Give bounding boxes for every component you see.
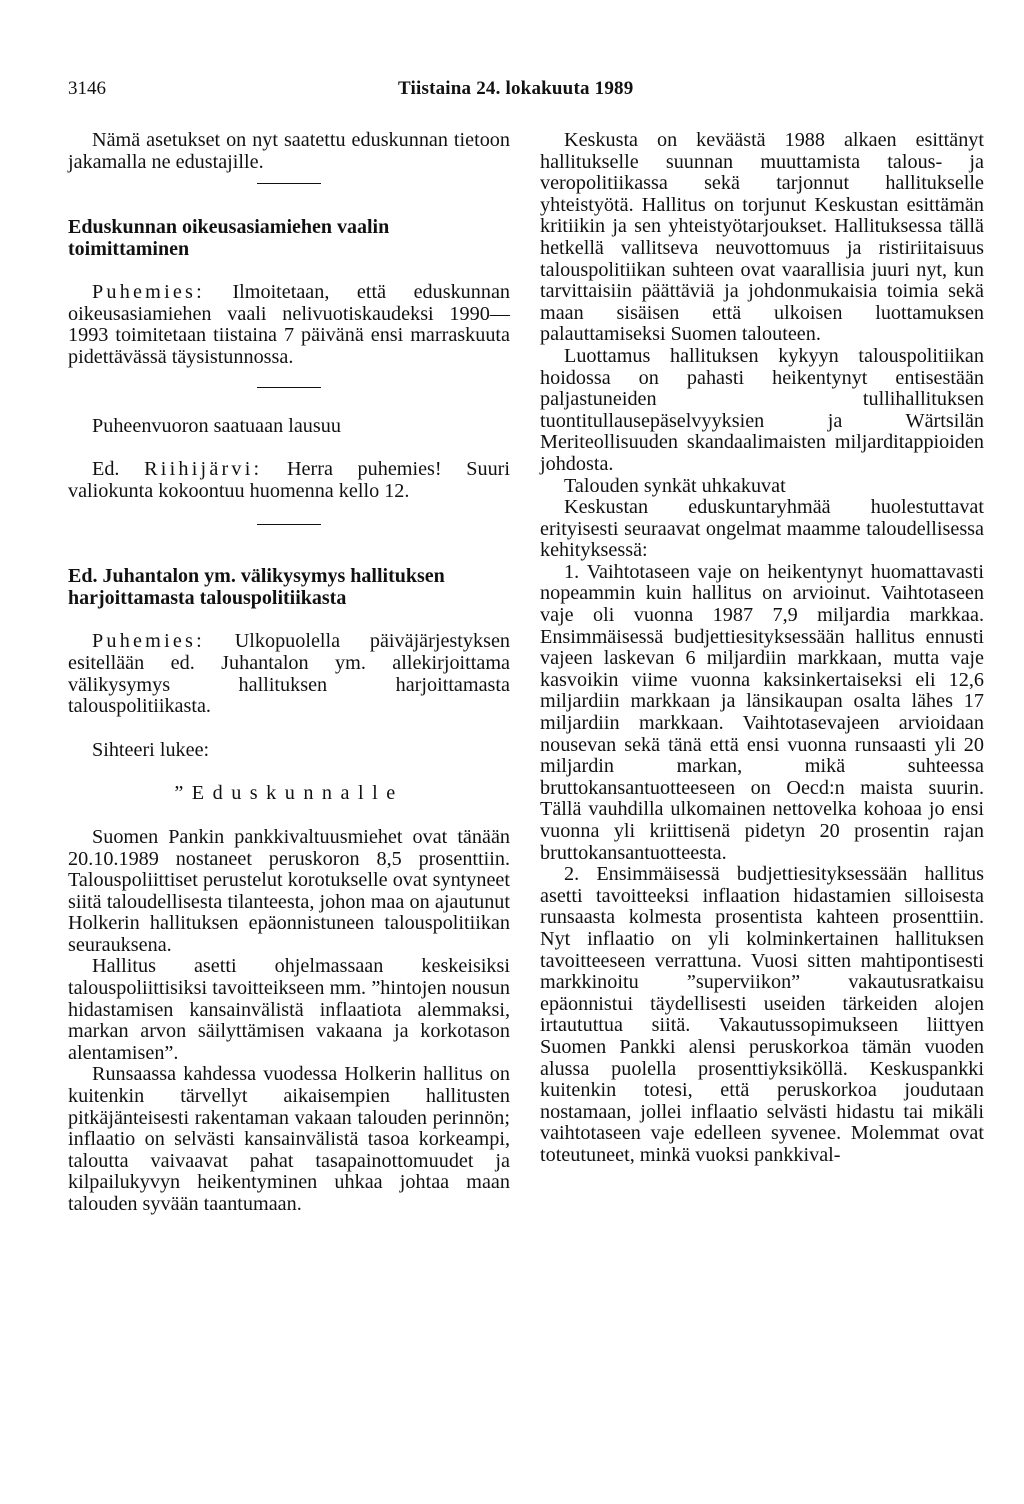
paragraph: Suomen Pankin pankkivaltuusmiehet ovat tänään 20.10.1989 nostaneet peruskoron 8,5 prosenttiin. Talouspoliittiset perustelut korotukselle ovat syntyneet siitä taloudellisesta tilanteesta, johon maa on ajautunut Holkerin hallituksen epäonnistuneen talouspolitiikan seurauksena.	[68, 825, 510, 956]
section-divider	[257, 387, 321, 388]
speaker-name: Puhemies:	[92, 281, 205, 304]
speaker-title: Ed.	[92, 458, 120, 481]
section-heading: Puheenvuoron saatuaan lausuu	[92, 414, 341, 437]
left-column	[68, 130, 510, 1216]
paragraph: Keskusta on keväästä 1988 alkaen esittänyt hallitukselle suunnan muuttamista talous- ja veropolitiikassa sekä tarjonnut hallitukselle yhteistyötä. Hallitus on torjunut Keskustan esittämän kritiikin ja sen yhteistyötarjoukset. Hallituksessa tällä hetkellä vallitseva neuvottomuus ja ristiriitaisuus talouspolitiikan suhteen ovat vaarallisia juuri nyt, kun tarvittaisiin päättäviä ja johdonmukaisia toimia sekä maan sisäisen että ulkoisen luottamuksen palauttamiseksi Suomen talouteen.	[540, 129, 984, 346]
letter-addressee: ”Eduskunnalle	[174, 782, 404, 805]
paragraph: Nämä asetukset on nyt saatettu eduskunnan tietoon jakamalla ne edustajille.	[68, 129, 510, 173]
section-heading: Eduskunnan oikeusasiamiehen vaalin toimittaminen	[68, 216, 390, 261]
subheading: Talouden synkät uhkakuvat	[564, 474, 786, 497]
paragraph	[68, 459, 510, 502]
speaker-name: Puhemies:	[92, 630, 205, 653]
paragraph	[68, 282, 510, 368]
speech-text: Herra puhemies! Suuri valiokunta kokoontuu huomenna kello 12.	[68, 458, 511, 502]
numbered-item: 2. Ensimmäisessä budjettiesityksessään hallitus asetti tavoitteeksi inflaation hidastamien silloisesta runsaasta kolmesta prosentista kahteen prosenttiin. Nyt inflaatio on yli kolminkertainen hallituksen tavoitteeseen verrattuna. Vuosi sitten mahtipontisesti markkinoitu ”superviikon” vakautusratkaisu epäonnistui täydellisesti useiden tärkeiden alojen irtaututtua siitä. Vakautussopimukseen liittyen Suomen Pankki alensi peruskorkoa tämän vuoden alussa puolella prosenttiyksiköllä. Keskuspankki kuitenkin totesi, että peruskorkoa joudutaan nostamaan, jollei inflaatio selvästi hidastu tai mikäli vaihtotaseen vaje edelleen syvenee. Molemmat ovat toteutuneet, minkä vuoksi pankkival-	[540, 863, 984, 1166]
section-divider	[257, 524, 321, 525]
page-number: 3146	[68, 78, 106, 99]
paragraph: Keskustan eduskuntaryhmää huolestuttavat erityisesti seuraavat ongelmat maamme taloudellisessa kehityksessä:	[540, 496, 984, 562]
secretary-line: Sihteeri lukee:	[92, 738, 210, 761]
speech-text: Ilmoitetaan, että eduskunnan oikeusasiamiehen vaali nelivuotiskaudeksi 1990—1993 toimitetaan tiistaina 7 päivänä ensi marraskuuta pidettävässä täysistunnossa.	[68, 281, 511, 368]
numbered-item: 1. Vaihtotaseen vaje on heikentynyt huomattavasti nopeammin kuin hallitus on arvioinut. Vaihtotaseen vaje oli vuonna 1987 7,9 miljardia markkaa. Ensimmäisessä budjettiesityksessään hallitus ennusti vajeen laskevan 6 miljardiin markkaan, mutta vaje kasvoikin viime vuonna kaksinkertaiseksi eli 12,6 miljardiin markkaan ja länsikaupan osalta lähes 17 miljardiin markkaan. Vaihtotasevajeen arvioidaan nousevan sekä tänä että ensi vuonna runsaasti yli 20 miljardin markan, mikä suhteessa bruttokansantuotteeseen on Oecd:n maista suurin. Tällä vauhdilla ulkomainen nettovelka kohoaa jo ensi vuonna yli kriittisenä pidetyn 20 prosentin rajan bruttokansantuotteesta.	[540, 560, 984, 864]
paragraph: Hallitus asetti ohjelmassaan keskeisiksi talouspoliittisiksi tavoitteikseen mm. ”hintojen nousun hidastamisen kansainvälistä inflaatiota alemmaksi, markan arvon säilyttämisen vakaana ja korkotason alentamisen”.	[68, 955, 510, 1064]
session-date: Tiistaina 24. lokakuuta 1989	[398, 78, 634, 99]
section-divider	[257, 183, 321, 184]
paragraph: Runsaassa kahdessa vuodessa Holkerin hallitus on kuitenkin tärvellyt aikaisempien hallitusten pitkäjänteisesti rakentaman vakaan talouden perinnön; inflaatio on selvästi kansainvälistä tasoa korkeampi, taloutta vaivaavat pahat tasapainottomuudet ja kilpailukyvyn heikentyminen uhkaa johtaa maan talouden syvään taantumaan.	[68, 1063, 510, 1215]
paragraph: Luottamus hallituksen kykyyn talouspolitiikan hoidossa on pahasti heikentynyt entisestään paljastuneiden tullihallituksen tuontitullausepäselvyyksien ja Wärtsilän Meriteollisuuden skandaalimaisten miljarditappioiden johdosta.	[540, 344, 984, 475]
section-heading: Ed. Juhantalon ym. välikysymys hallituksen harjoittamasta talouspolitiikasta	[68, 565, 445, 610]
speaker-name: Riihijärvi:	[144, 458, 263, 481]
paragraph	[68, 631, 510, 717]
speech-text: Ulkopuolella päiväjärjestyksen esitellään ed. Juhantalon ym. allekirjoittama välikysymys hallituksen harjoittamasta talouspolitiikasta.	[68, 630, 510, 718]
right-column	[540, 130, 984, 1167]
page-header	[68, 78, 958, 102]
